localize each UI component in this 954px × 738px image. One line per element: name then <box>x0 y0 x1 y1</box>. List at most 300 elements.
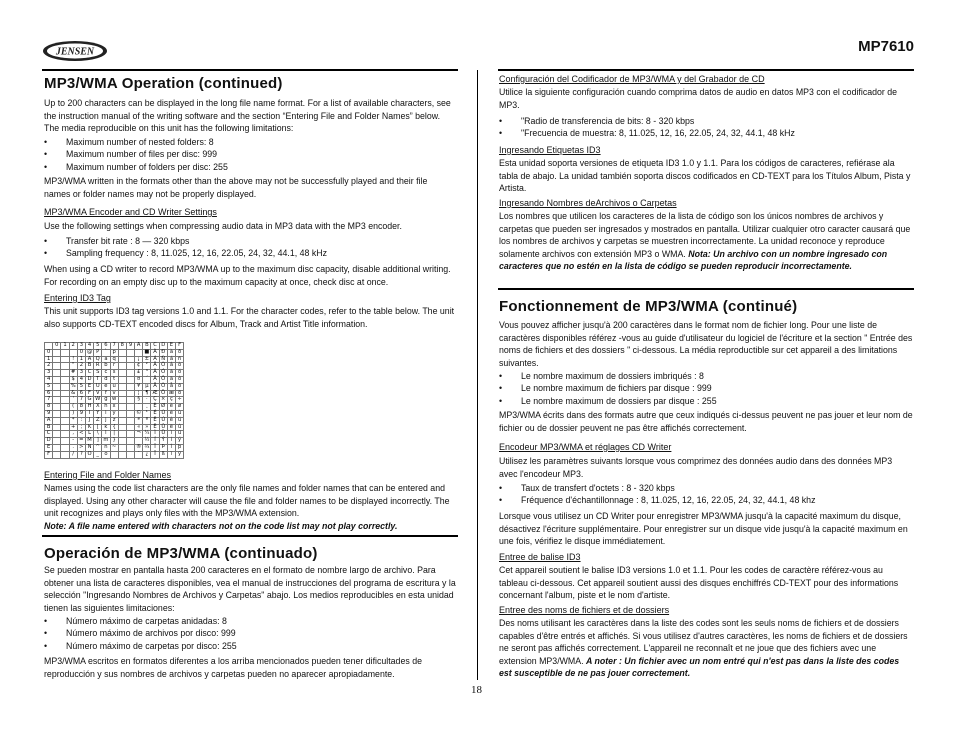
code-cell <box>61 451 69 458</box>
code-cell: s <box>110 370 118 377</box>
code-cell: ì <box>167 431 175 438</box>
code-cell: Ç <box>151 397 159 404</box>
list-item: Maximum number of nested folders: 8 <box>66 137 214 147</box>
written-fr: MP3/WMA écrits dans des formats autre que ceux indiqués ci-dessus peuvent ne pas jouer et leur nom de fichier ou de dossier peuvent ne pas être affichés correctement. <box>499 410 913 433</box>
code-cell: D <box>85 376 93 383</box>
code-cell: û <box>176 424 184 431</box>
code-cell: Ó <box>159 370 167 377</box>
id3-title-en: Entering ID3 Tag <box>44 293 111 303</box>
code-cell: ñ <box>176 356 184 363</box>
code-cell <box>118 390 126 397</box>
code-cell: 1 <box>45 356 53 363</box>
code-cell <box>118 383 126 390</box>
code-cell: ¤ <box>135 376 143 383</box>
code-cell: 1 <box>77 356 85 363</box>
code-cell: í <box>167 438 175 445</box>
code-cell <box>53 397 61 404</box>
code-cell <box>118 356 126 363</box>
code-cell: m <box>103 437 109 444</box>
code-cell: { <box>110 424 118 431</box>
code-cell: C <box>45 431 53 438</box>
intro-es: Se pueden mostrar en pantalla hasta 200 caracteres en el formato de nombre largo de archivo. Para obtener una lista de caracteres disponibles, vea el manual de instrucciones del programa de escritura y la selección "Ingresando Nombres de Archivos y Carpetas" abajo. Los medios reproducibles en esta unidad tienen las siguientes limitaciones: <box>44 565 456 613</box>
code-cell: E <box>45 444 53 451</box>
code-cell: ê <box>167 417 175 424</box>
code-cell: l <box>102 431 110 438</box>
code-cell: + <box>70 423 76 430</box>
code-cell: Ä <box>151 376 159 383</box>
code-cell: è <box>167 404 175 411</box>
code-cell: © <box>136 410 142 417</box>
code-cell: A <box>45 417 53 424</box>
code-cell: 9 <box>45 410 53 417</box>
code-cell: D <box>45 438 53 445</box>
code-cell: ± <box>144 355 150 362</box>
code-cell: w <box>111 396 117 403</box>
code-col-header: D <box>159 343 167 350</box>
code-cell <box>61 410 69 417</box>
code-cell: B <box>45 424 53 431</box>
code-cell <box>53 438 61 445</box>
code-cell: ´ <box>143 376 151 383</box>
code-col-header: B <box>143 343 151 350</box>
code-cell <box>61 349 69 356</box>
code-cell: Æ <box>152 389 158 396</box>
code-cell <box>61 397 69 404</box>
code-cell: î <box>167 444 175 451</box>
code-cell: v <box>110 390 118 397</box>
names-note-en: Note: A file name entered with characters not on the code list may not play correctly. <box>44 520 398 531</box>
code-cell <box>61 424 69 431</box>
encoder-text-fr: Utilisez les paramètres suivants lorsque vous comprimez des données audio dans des données MP3 avec l'encodeur MP3. <box>499 456 893 479</box>
cdwriter-fr: Lorsque vous utilisez un CD Writer pour enregistrer MP3/WMA jusqu'à la capacité maximum du disque, désactivez l'écriture supplémentaire. Pour enregistrer sur un disque vide jusqu'à la capacité maximum en une fois, vérifiez le disque immédiatement. <box>499 511 908 547</box>
code-cell: q <box>110 356 118 363</box>
code-cell: ( <box>69 404 77 411</box>
model-number: MP7610 <box>858 38 914 55</box>
code-cell <box>118 404 126 411</box>
code-cell: [ <box>94 424 102 431</box>
names-body-es: Los nombres que utilicen los caracteres de la lista de código son los únicos nombres de archivos y carpetas que pueden ser ingresados y mostrados en pantalla. Utilizar cualquier otro caracter causará que los nombres de archivos y carpetas se muestren incorrectamente. La unidad reconoce y reproduce solamente archivos con extensión MP3 o WMA. <box>499 211 911 259</box>
code-cell: d <box>102 376 110 383</box>
names-note-es: Nota: Un archivo con un nombre ingresado con caracteres que no estén en la lista de código se pueden reproducir incorrectamente. <box>499 248 888 272</box>
code-cell: V <box>94 390 102 397</box>
code-cell: , <box>69 431 77 438</box>
code-cell <box>61 431 69 438</box>
code-cell: ² <box>143 363 151 370</box>
code-cell: Ã <box>151 370 159 377</box>
code-cell: Û <box>159 424 167 431</box>
code-cell: M <box>87 437 92 444</box>
names-text-es <box>499 210 913 273</box>
code-cell: $ <box>69 376 77 383</box>
code-cell <box>110 451 118 458</box>
code-cell: ¦ <box>135 390 143 397</box>
code-col-header: F <box>176 343 184 350</box>
written-en: MP3/WMA written in the formats other than the above may not be successfully played and their file names or folder names may not be properly displayed. <box>44 176 428 199</box>
code-cell: µ <box>143 383 151 390</box>
code-cell: Q <box>94 356 102 363</box>
code-cell: J <box>85 417 93 424</box>
names-text-fr <box>499 617 913 680</box>
code-cell: o <box>102 451 110 458</box>
list-item: Maximum number of files per disc: 999 <box>66 149 218 160</box>
id3-text-en: This unit supports ID3 tag versions 1.0 and 1.1. For the character codes, refer to the table below. The unit also supports CD-TEXT encoded discs for Album, Track and Artist Title information. <box>44 306 455 329</box>
code-cell: T <box>94 376 102 383</box>
code-cell: Ë <box>151 424 159 431</box>
code-cell <box>53 356 61 363</box>
code-col-header: 6 <box>102 343 110 350</box>
code-cell: ü <box>176 431 184 438</box>
code-cell <box>53 383 61 390</box>
names-body-fr: Des noms utilisant les caractères dans la liste des codes sont les seuls noms de fichiers et de dossiers capables d'être entrés et affichés. Si vous utilisez d'autres caractères, les noms de fichiers et de dossiers ne seront pas affichés correctement. L'appareil ne reconnaît et ne joue que des fichiers avec une extension MP3/WMA. <box>499 618 908 666</box>
list-item: Transfer bit rate : 8 — 320 kbps <box>66 236 190 246</box>
code-cell: ë <box>167 424 175 431</box>
code-cell: ~ <box>111 444 117 451</box>
code-cell: R <box>94 363 102 370</box>
code-cell: K <box>85 424 93 431</box>
code-cell: I <box>85 410 93 417</box>
svg-text:JENSEN: JENSEN <box>55 46 95 58</box>
code-cell: · <box>143 397 151 404</box>
code-cell <box>118 410 126 417</box>
code-cell: Ö <box>159 390 167 397</box>
jensen-logo <box>42 40 108 62</box>
code-cell <box>61 417 69 424</box>
code-cell <box>126 404 134 411</box>
code-cell: } <box>110 438 118 445</box>
code-cell: 3 <box>77 370 85 377</box>
code-cell <box>61 370 69 377</box>
code-cell: 0 <box>45 349 53 356</box>
code-cell: x <box>110 404 118 411</box>
column-divider <box>477 70 478 680</box>
code-cell: Ò <box>159 363 167 370</box>
code-cell: f <box>102 390 110 397</box>
code-cell <box>126 410 134 417</box>
code-cell: § <box>135 397 143 404</box>
code-cell: ; <box>77 424 85 431</box>
code-cell <box>53 370 61 377</box>
code-cell <box>126 431 134 438</box>
code-cell <box>126 390 134 397</box>
code-cell: ? <box>77 451 85 458</box>
code-cell: Y <box>94 410 102 417</box>
code-cell: 0 <box>77 349 85 356</box>
code-cell: N <box>85 444 93 451</box>
code-cell: ÷ <box>177 396 182 403</box>
code-cell <box>126 397 134 404</box>
code-cell: » <box>143 424 151 431</box>
code-cell: ï <box>167 451 175 458</box>
code-cell: ^ <box>95 444 100 451</box>
code-cell: ¯ <box>135 451 143 458</box>
code-cell: 4 <box>77 376 85 383</box>
code-cell <box>126 383 134 390</box>
code-cell: O <box>85 451 93 458</box>
code-cell <box>61 376 69 383</box>
code-cell: Ï <box>151 451 159 458</box>
code-cell: õ <box>176 383 184 390</box>
list-item: Maximum number of folders per disc: 255 <box>66 161 228 172</box>
code-cell: u <box>110 383 118 390</box>
code-cell <box>118 349 126 356</box>
code-cell: ¼ <box>144 430 150 437</box>
code-cell: à <box>167 349 175 356</box>
code-cell <box>126 444 134 451</box>
code-cell: 8 <box>77 404 85 411</box>
code-cell: Ø <box>159 404 167 411</box>
code-cell: 6 <box>45 390 53 397</box>
code-cell: Ð <box>159 349 167 356</box>
code-cell: 8 <box>45 404 53 411</box>
code-cell: F <box>85 390 93 397</box>
code-cell <box>61 444 69 451</box>
code-cell: " <box>69 363 77 370</box>
code-cell: « <box>135 424 143 431</box>
code-cell: 5 <box>77 383 85 390</box>
code-cell: É <box>151 410 159 417</box>
code-cell: j <box>102 417 110 424</box>
code-col-header: 3 <box>77 343 85 350</box>
code-cell: ] <box>94 438 102 445</box>
code-cell: F <box>45 451 53 458</box>
code-cell: c <box>102 370 110 377</box>
code-cell: × <box>161 396 166 403</box>
code-cell: # <box>70 369 76 376</box>
code-cell: ò <box>176 363 184 370</box>
encoder-title-en: MP3/WMA Encoder and CD Writer Settings <box>44 207 217 217</box>
code-cell: ¾ <box>144 444 150 451</box>
code-cell <box>61 383 69 390</box>
section-rule-fr <box>498 288 914 290</box>
code-cell: ½ <box>144 437 150 444</box>
code-cell: / <box>69 451 77 458</box>
code-cell: Ú <box>159 417 167 424</box>
code-cell <box>53 417 61 424</box>
code-cell <box>118 370 126 377</box>
code-cell: ³ <box>143 370 151 377</box>
code-cell: h <box>102 404 110 411</box>
list-item: Número máximo de carpetas anidadas: 8 <box>66 616 227 626</box>
code-col-header: 9 <box>126 343 134 350</box>
encoder-title-fr: Encodeur MP3/WMA et réglages CD Writer <box>499 442 672 452</box>
code-cell: Õ <box>159 383 167 390</box>
code-cell: 5 <box>45 383 53 390</box>
code-cell: Ô <box>159 376 167 383</box>
code-cell: - <box>69 438 77 445</box>
code-cell: C <box>85 370 93 377</box>
code-cell: Å <box>151 383 159 390</box>
code-cell: Î <box>151 444 159 451</box>
code-cell <box>61 356 69 363</box>
code-cell: ß <box>159 451 167 458</box>
limits-list-es: • Número máximo de carpetas anidadas: 8 • Número máximo de archivos por disco: 999 • Número máximo de carpetas por disco: 255 <box>44 616 237 651</box>
code-cell <box>118 444 126 451</box>
list-item: Sampling frequency : 8, 11.025, 12, 16, 22.05, 24, 32, 44.1, 48 kHz <box>66 248 327 259</box>
code-cell <box>53 444 61 451</box>
code-cell: 6 <box>77 390 85 397</box>
section-rule-es <box>42 535 458 537</box>
code-cell: ¬ <box>136 430 141 437</box>
code-cell: À <box>151 349 159 356</box>
code-cell: . <box>69 444 77 451</box>
code-cell: k <box>102 424 110 431</box>
code-cell: G <box>85 397 93 404</box>
code-cell: @ <box>86 348 93 355</box>
code-cell <box>53 363 61 370</box>
code-cell: ã <box>167 370 175 377</box>
code-col-header: 4 <box>85 343 93 350</box>
code-cell <box>126 438 134 445</box>
names-text-en <box>44 482 456 532</box>
cdwriter-en: When using a CD writer to record MP3/WMA up to the maximum disc capacity, disable additional writing. For recording on an empty disc up to the maximum capacity at once, check disc at once. <box>44 264 451 287</box>
code-cell <box>61 404 69 411</box>
code-cell: Á <box>151 356 159 363</box>
code-cell: 3 <box>45 370 53 377</box>
code-cell: ô <box>176 376 184 383</box>
list-item: "Radio de transferencia de bits: 8 - 320 kbps <box>521 116 695 126</box>
code-cell: X <box>94 404 102 411</box>
list-item: Número máximo de archivos por disco: 999 <box>66 628 236 639</box>
code-cell <box>126 417 134 424</box>
code-cell <box>61 390 69 397</box>
code-table-row <box>45 451 184 458</box>
code-cell <box>53 410 61 417</box>
list-item: "Frecuencia de muestra: 8, 11.025, 12, 16, 22.05, 24, 32, 44.1, 48 kHz <box>521 128 795 139</box>
code-cell: ö <box>176 390 184 397</box>
code-cell: ý <box>176 438 184 445</box>
code-cell: Ù <box>159 410 167 417</box>
code-col-header: 7 <box>110 343 118 350</box>
id3-title-es: Ingresando Etiquetas ID3 <box>499 145 601 155</box>
encoder-title-es: Configuración del Codificador de MP3/WMA y del Grabador de CD <box>499 74 765 84</box>
code-cell: ! <box>69 356 77 363</box>
code-cell: ¸ <box>143 404 151 411</box>
code-cell: r <box>110 363 118 370</box>
code-cell: ó <box>176 370 184 377</box>
code-cell: ® <box>136 444 142 451</box>
names-body-en: Names using the code list characters are the only file names and folder names that can be entered and displayed. Using any other character will cause the file and folder names to be displayed incorrectly. The unit recognizes and plays only files with the MP3/WMA extension. <box>44 483 450 519</box>
code-cell <box>118 363 126 370</box>
code-cell <box>53 376 61 383</box>
code-cell <box>118 431 126 438</box>
code-cell: Ì <box>151 431 159 438</box>
code-cell: y <box>110 410 118 417</box>
code-cell: Þ <box>159 444 167 451</box>
code-cell <box>126 349 134 356</box>
code-cell: Ñ <box>159 356 167 363</box>
code-cell: ú <box>176 417 184 424</box>
code-cell: 2 <box>77 363 85 370</box>
id3-title-fr: Entree de balise ID3 <box>499 552 581 562</box>
code-cell: ¢ <box>135 363 143 370</box>
code-cell: b <box>102 363 110 370</box>
code-cell: ø <box>176 404 184 411</box>
code-cell: 9 <box>77 410 85 417</box>
code-cell <box>53 424 61 431</box>
encoder-text-en: Use the following settings when compressing audio data in MP3 data with the MP3 encoder. <box>44 221 402 231</box>
character-code-table <box>44 342 184 459</box>
code-cell <box>126 356 134 363</box>
code-cell: S <box>94 370 102 377</box>
code-cell: p <box>110 349 118 356</box>
code-col-header: 0 <box>53 343 61 350</box>
code-cell: æ <box>168 389 174 396</box>
code-cell: 4 <box>45 376 53 383</box>
code-cell: < <box>79 430 84 437</box>
code-col-header: C <box>151 343 159 350</box>
code-cell: \ <box>94 431 102 438</box>
intro-fr: Vous pouvez afficher jusqu'à 200 caractères dans le format nom de fichier long. Pour une liste de caractères disponibles référez -vous au guide d'utilisateur du logiciel de l'écriture et la section " Entrée des noms de fichiers et des dossiers " ci-dessous. La média reproductible sur cet appareil a des limitations suivantes. <box>499 320 913 368</box>
code-cell: ª <box>135 417 143 424</box>
code-cell: 7 <box>45 397 53 404</box>
section-title-es: Operación de MP3/WMA (continuado) <box>44 545 318 562</box>
code-cell: ■ <box>144 348 150 355</box>
code-cell: ¥ <box>135 383 143 390</box>
code-cell: A <box>85 356 93 363</box>
list-item: Le nombre maximum de fichiers par disque : 999 <box>521 383 712 394</box>
code-cell: * <box>69 417 77 424</box>
code-cell <box>61 363 69 370</box>
names-title-en: Entering File and Folder Names <box>44 470 172 480</box>
code-cell <box>118 438 126 445</box>
code-cell <box>118 424 126 431</box>
code-cell: Â <box>151 363 159 370</box>
code-col-header: E <box>167 343 175 350</box>
code-cell: U <box>94 383 102 390</box>
code-cell: ¶ <box>143 390 151 397</box>
list-item: Taux de transfert d'octets : 8 - 320 kbps <box>521 483 675 493</box>
code-cell: z <box>110 417 118 424</box>
code-cell: W <box>95 396 101 403</box>
code-cell: % <box>70 382 76 389</box>
code-col-header: A <box>135 343 143 350</box>
code-cell: Ü <box>159 431 167 438</box>
code-cell <box>53 404 61 411</box>
code-cell: ¨ <box>135 404 143 411</box>
code-cell <box>61 438 69 445</box>
code-cell: e <box>102 383 110 390</box>
code-cell <box>126 376 134 383</box>
code-cell: i <box>102 410 110 417</box>
code-cell: Í <box>151 438 159 445</box>
code-cell <box>126 363 134 370</box>
code-cell: ä <box>167 376 175 383</box>
code-cell: á <box>167 356 175 363</box>
names-title-es: Ingresando Nombres deArchivos o Carpetas <box>499 198 677 208</box>
code-cell: B <box>85 363 93 370</box>
header-rule-left <box>42 69 458 71</box>
code-cell: å <box>167 383 175 390</box>
code-cell: ÿ <box>176 451 184 458</box>
code-cell: ç <box>167 397 175 404</box>
code-cell <box>53 390 61 397</box>
code-cell: ) <box>69 410 77 417</box>
code-cell: = <box>79 437 84 444</box>
id3-text-es: Esta unidad soporta versiones de etiqueta ID3 1.0 y 1.1. Para los códigos de caracteres, refiérase ala tabla de abajo. La unidad también soporta discos codificados en CD-TEXT para los Títulos Album, Pista y Artista. <box>499 158 911 194</box>
code-cell: & <box>69 390 77 397</box>
code-col-header: 8 <box>118 343 126 350</box>
code-col-header: 5 <box>94 343 102 350</box>
list-item: Le nombre maximum de dossiers par disque : 255 <box>521 395 717 406</box>
list-item: Fréquence d'échantillonnage : 8, 11.025, 12, 16, 22.05, 24, 32, 44.1, 48 khz <box>521 495 816 506</box>
written-es: MP3/WMA escritos en formatos diferentes a los arriba mencionados pueden tener dificultades de reproducción y sus nombres de archivos y carpetas pueden no aparecer apropiadamente. <box>44 656 422 679</box>
code-cell: ¹ <box>143 410 151 417</box>
code-cell: ¿ <box>143 451 151 458</box>
id3-text-fr: Cet appareil soutient le balise ID3 versions 1.0 et 1.1. Pour les codes de caractère référez-vous au tableau ci-dessous. Cet appareil soutient aussi des disques enchiffrés CD-TEXT pour des informations concernant l'album, piste et le nom d'artiste. <box>499 565 899 601</box>
code-cell: £ <box>135 370 143 377</box>
code-cell: E <box>85 383 93 390</box>
code-col-header: 2 <box>69 343 77 350</box>
